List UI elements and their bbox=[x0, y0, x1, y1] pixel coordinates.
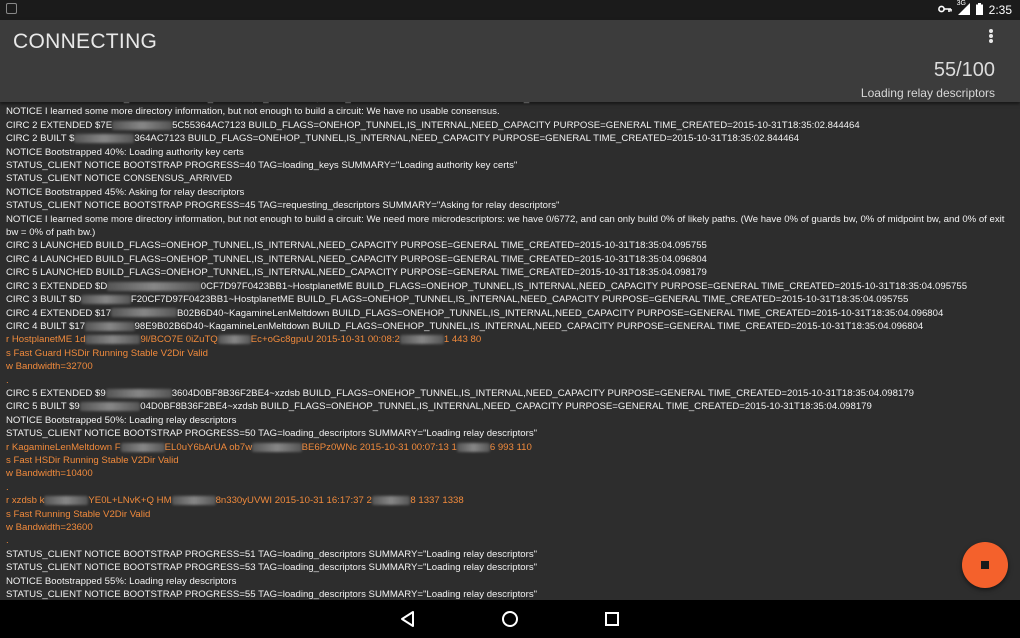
log-text: 3604D0BF8B36F2BE4~xzdsb BUILD_FLAGS=ONEHOP_TUNNEL,IS_INTERNAL,NEED_CAPACITY PURPOSE=GENERAL TIME_CREATED=2015-10-31T18:35:04.098179 bbox=[171, 387, 914, 399]
log-text: CIRC 4 LAUNCHED BUILD_FLAGS=ONEHOP_TUNNEL,IS_INTERNAL,NEED_CAPACITY PURPOSE=GENERAL TIME_CREATED=2015-10-31T18:35:04.096804 bbox=[6, 253, 707, 265]
log-text: s Fast Guard HSDir Running Stable V2Dir Valid bbox=[6, 347, 208, 359]
relay-descriptor-line bbox=[6, 333, 1012, 346]
log-line bbox=[6, 266, 1012, 279]
log-line bbox=[6, 400, 1012, 413]
relay-descriptor-line bbox=[6, 508, 1012, 521]
redacted-text bbox=[172, 496, 216, 505]
log-text: w Bandwidth=23600 bbox=[6, 522, 93, 533]
log-text: CIRC 2 BUILT $ bbox=[6, 133, 75, 145]
relay-descriptor-line bbox=[6, 360, 1012, 373]
log-text: CIRC 4 EXTENDED $17 bbox=[6, 307, 112, 319]
log-text: STATUS_CLIENT NOTICE BOOTSTRAP PROGRESS=51 TAG=loading_descriptors SUMMARY="Loading relay descriptors" bbox=[6, 548, 538, 560]
log-text: STATUS_CLIENT NOTICE BOOTSTRAP PROGRESS=53 TAG=loading_descriptors SUMMARY="Loading relay descriptors" bbox=[6, 562, 538, 574]
relay-descriptor-line bbox=[6, 441, 1012, 454]
log-line bbox=[6, 239, 1012, 252]
log-line bbox=[6, 146, 1012, 159]
log-text: F20CF7D97F0423BB1~HostplanetME BUILD_FLAGS=ONEHOP_TUNNEL,IS_INTERNAL,NEED_CAPACITY PURPOSE=GENERAL TIME_CREATED=2015-10-31T18:35:04.095755 bbox=[130, 294, 909, 306]
log-text: NOTICE Bootstrapped 55%: Loading relay descriptors bbox=[6, 575, 237, 587]
redacted-text bbox=[107, 282, 201, 291]
log-list bbox=[6, 96, 1012, 600]
log-text: 0CF7D97F0423BB1~HostplanetME BUILD_FLAGS=ONEHOP_TUNNEL,IS_INTERNAL,NEED_CAPACITY PURPOSE=GENERAL TIME_CREATED=2015-10-31T18:35:04.095755 bbox=[200, 280, 968, 292]
log-line bbox=[6, 575, 1012, 588]
bootstrap-progress-summary: Loading relay descriptors bbox=[860, 86, 995, 100]
log-text: 1 443 80 bbox=[443, 334, 482, 346]
log-text: B02B6D40~KagamineLenMeltdown BUILD_FLAGS=ONEHOP_TUNNEL,IS_INTERNAL,NEED_CAPACITY PURPOSE=GENERAL TIME_CREATED=2015-10-31T18:35:04.096804 bbox=[177, 307, 944, 319]
redacted-text bbox=[112, 121, 172, 130]
log-text: CIRC 3 BUILT $D bbox=[6, 294, 82, 306]
log-text: 5C55364AC7123 BUILD_FLAGS=ONEHOP_TUNNEL,IS_INTERNAL,NEED_CAPACITY PURPOSE=GENERAL TIME_CREATED=2015-10-31T18:35:02.844464 bbox=[172, 119, 860, 131]
relay-descriptor-line bbox=[6, 454, 1012, 467]
key-icon bbox=[938, 3, 952, 17]
notification-icon bbox=[6, 3, 17, 14]
log-text: r xzdsb k bbox=[6, 495, 45, 507]
log-line bbox=[6, 427, 1012, 440]
log-text: 364AC7123 BUILD_FLAGS=ONEHOP_TUNNEL,IS_INTERNAL,NEED_CAPACITY PURPOSE=GENERAL TIME_CREATED=2015-10-31T18:35:02.844464 bbox=[134, 133, 800, 145]
redacted-text bbox=[85, 335, 140, 344]
redacted-text bbox=[74, 134, 134, 143]
log-text: CIRC 5 LAUNCHED BUILD_FLAGS=ONEHOP_TUNNEL,IS_INTERNAL,NEED_CAPACITY PURPOSE=GENERAL TIME_CREATED=2015-10-31T18:35:04.098179 bbox=[6, 267, 707, 279]
log-text: CIRC 5 EXTENDED $9 bbox=[6, 387, 106, 399]
log-line bbox=[6, 548, 1012, 561]
status-bar-right bbox=[938, 2, 1012, 18]
log-line bbox=[6, 199, 1012, 212]
home-icon[interactable] bbox=[500, 610, 520, 628]
log-text: STATUS_CLIENT NOTICE BOOTSTRAP PROGRESS=55 TAG=loading_descriptors SUMMARY="Loading relay descriptors" bbox=[6, 589, 538, 600]
log-line bbox=[6, 213, 1012, 240]
log-line bbox=[6, 186, 1012, 199]
bootstrap-progress-count: 55/100 bbox=[933, 59, 995, 81]
page-title: CONNECTING bbox=[13, 30, 158, 53]
log-line bbox=[6, 119, 1012, 132]
app-bar bbox=[0, 20, 1020, 102]
log-text: . bbox=[6, 481, 9, 493]
relay-descriptor-line bbox=[6, 534, 1012, 547]
log-line bbox=[6, 307, 1012, 320]
log-line bbox=[6, 588, 1012, 600]
redacted-text bbox=[44, 496, 88, 505]
redacted-text bbox=[111, 308, 177, 317]
log-line bbox=[6, 320, 1012, 333]
log-text: r HostplanetME 1d bbox=[6, 334, 86, 346]
battery-icon bbox=[976, 3, 983, 18]
log-line bbox=[6, 293, 1012, 306]
log-text: r KagamineLenMeltdown F bbox=[6, 441, 121, 453]
status-bar bbox=[0, 0, 1020, 20]
navigation-bar bbox=[0, 600, 1020, 638]
log-line bbox=[6, 132, 1012, 145]
log-line bbox=[6, 387, 1012, 400]
redacted-text bbox=[218, 335, 251, 344]
log-line bbox=[6, 253, 1012, 266]
clock: 2:35 bbox=[988, 3, 1012, 17]
log-text: NOTICE I learned some more directory information, but not enough to build a circuit: We need more microdescriptors: we have 0/6772, and can only build 0% of likely paths. (We have 0% of guards bw, 0% of midpoint bw, and 0% of exit bw = 0% of path bw.) bbox=[6, 213, 1008, 239]
log-text: NOTICE Bootstrapped 50%: Loading relay descriptors bbox=[6, 414, 237, 426]
log-text: CIRC 3 EXTENDED $D bbox=[6, 280, 108, 292]
relay-descriptor-line bbox=[6, 481, 1012, 494]
log-text: CIRC 2 EXTENDED $7E bbox=[6, 119, 113, 131]
log-text: NOTICE Bootstrapped 40%: Loading authority key certs bbox=[6, 146, 244, 158]
log-text: CIRC 4 BUILT $17 bbox=[6, 320, 86, 332]
relay-descriptor-line bbox=[6, 494, 1012, 507]
log-line bbox=[6, 172, 1012, 185]
log-text: STATUS_CLIENT NOTICE BOOTSTRAP PROGRESS=40 TAG=loading_keys SUMMARY="Loading authority key certs" bbox=[6, 160, 518, 172]
log-text: BE6Pz0WNc 2015-10-31 00:07:13 1 bbox=[301, 441, 457, 453]
relay-descriptor-line bbox=[6, 521, 1012, 534]
log-line bbox=[6, 159, 1012, 172]
log-text: NOTICE Bootstrapped 45%: Asking for relay descriptors bbox=[6, 186, 245, 198]
log-line bbox=[6, 280, 1012, 293]
stop-icon bbox=[981, 561, 989, 569]
log-text: w Bandwidth=32700 bbox=[6, 361, 93, 373]
log-text: CIRC 5 BUILT $9 bbox=[6, 401, 80, 413]
log-text: YE0L+LNvK+Q HM bbox=[88, 495, 172, 507]
log-text: s Fast Running Stable V2Dir Valid bbox=[6, 508, 151, 520]
log-text: w Bandwidth=10400 bbox=[6, 468, 93, 480]
log-text: 9l/BCO7E 0iZuTQ bbox=[140, 334, 218, 346]
log-text: 8 1337 1338 bbox=[410, 495, 464, 507]
redacted-text bbox=[457, 443, 490, 452]
overflow-menu-icon[interactable] bbox=[984, 27, 998, 45]
back-icon[interactable] bbox=[398, 610, 418, 628]
log-line bbox=[6, 414, 1012, 427]
redacted-text bbox=[81, 295, 131, 304]
log-text: STATUS_CLIENT NOTICE BOOTSTRAP PROGRESS=45 TAG=requesting_descriptors SUMMARY="Asking for relay descriptors" bbox=[6, 200, 560, 212]
redacted-text bbox=[252, 443, 302, 452]
log-text: STATUS_CLIENT NOTICE CONSENSUS_ARRIVED bbox=[6, 173, 233, 185]
redacted-text bbox=[85, 322, 135, 331]
log-text: NOTICE I learned some more directory information, but not enough to build a circuit: We have no usable consensus. bbox=[6, 106, 500, 118]
redacted-text bbox=[400, 335, 444, 344]
log-text: 8n330yUVWI 2015-10-31 16:17:37 2 bbox=[215, 495, 372, 507]
network-type-label: 3G bbox=[956, 0, 966, 7]
log-text: 98E9B02B6D40~KagamineLenMeltdown BUILD_FLAGS=ONEHOP_TUNNEL,IS_INTERNAL,NEED_CAPACITY PURPOSE=GENERAL TIME_CREATED=2015-10-31T18:35:04.096804 bbox=[134, 320, 924, 332]
redacted-text bbox=[106, 389, 172, 398]
log-text: 6 993 110 bbox=[489, 441, 532, 453]
relay-descriptor-line bbox=[6, 374, 1012, 387]
recents-icon[interactable] bbox=[602, 610, 622, 628]
log-text: STATUS_CLIENT NOTICE BOOTSTRAP PROGRESS=50 TAG=loading_descriptors SUMMARY="Loading relay descriptors" bbox=[6, 428, 538, 440]
log-text: Ec+oGc8gpuU 2015-10-31 00:08:2 bbox=[250, 334, 400, 346]
relay-descriptor-line bbox=[6, 347, 1012, 360]
log-line bbox=[6, 105, 1012, 118]
redacted-text bbox=[121, 443, 165, 452]
redacted-text bbox=[80, 402, 141, 411]
log-text: . bbox=[6, 374, 9, 386]
log-text: . bbox=[6, 535, 9, 547]
stop-button[interactable] bbox=[962, 542, 1008, 588]
log-text: 04D0BF8B36F2BE4~xzdsb BUILD_FLAGS=ONEHOP_TUNNEL,IS_INTERNAL,NEED_CAPACITY PURPOSE=GENERAL TIME_CREATED=2015-10-31T18:35:04.098179 bbox=[140, 401, 872, 413]
log-text: EL0uY6bArUA ob7w bbox=[164, 441, 253, 453]
log-text: s Fast HSDir Running Stable V2Dir Valid bbox=[6, 454, 179, 466]
log-line bbox=[6, 561, 1012, 574]
redacted-text bbox=[372, 496, 411, 505]
log-text: CIRC 3 LAUNCHED BUILD_FLAGS=ONEHOP_TUNNEL,IS_INTERNAL,NEED_CAPACITY PURPOSE=GENERAL TIME_CREATED=2015-10-31T18:35:04.095755 bbox=[6, 240, 707, 252]
tor-log-view[interactable] bbox=[0, 96, 1020, 600]
signal-icon bbox=[956, 0, 970, 18]
relay-descriptor-line bbox=[6, 467, 1012, 480]
